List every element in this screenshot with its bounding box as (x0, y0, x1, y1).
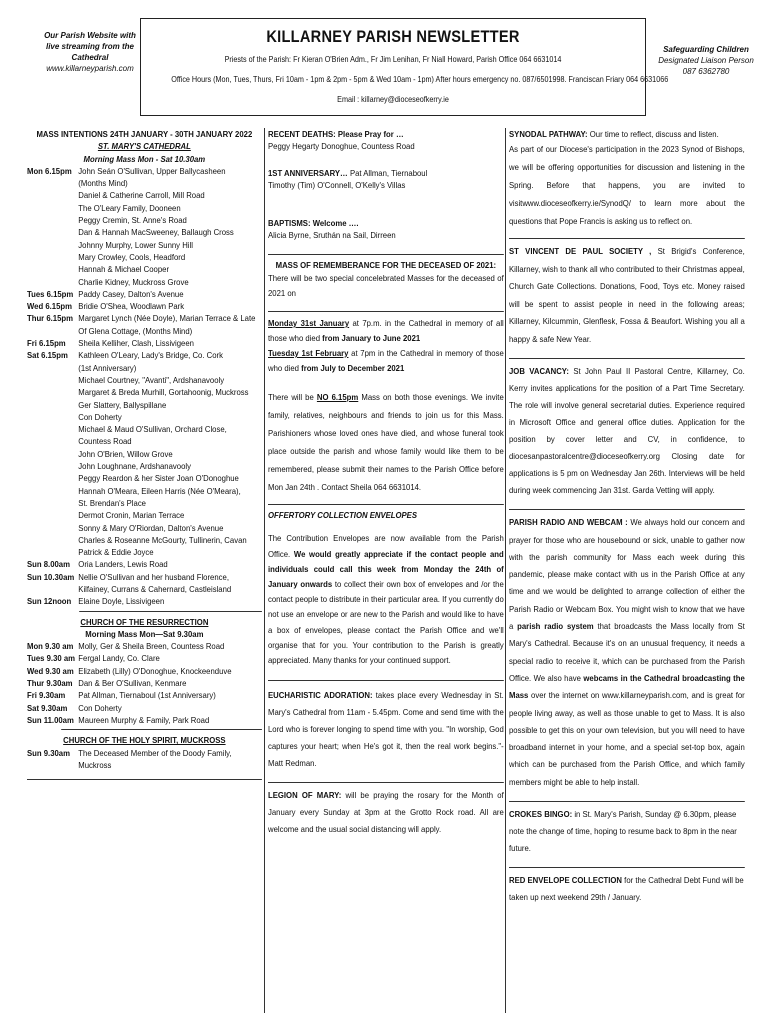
offertory-emphasis: We would greatly appreciate if the contact people and individuals could call this week from Monday the 24th of January onwards (268, 548, 504, 589)
intention-time: Sun 8.00am (27, 559, 70, 570)
notices-column-2 (268, 128, 504, 838)
legion-heading: LEGION OF MARY: (268, 790, 342, 801)
intention-row (27, 448, 262, 460)
intention-time (27, 362, 78, 374)
divider (268, 254, 504, 255)
intention-name: Hannah & Michael Cooper (78, 264, 170, 275)
intention-time (27, 226, 78, 238)
intention-time (27, 435, 78, 447)
intention-name: St. Brendan's Place (78, 497, 146, 508)
priests-line: Priests of the Parish: Fr Kieran O'Brien Adm., Fr Jim Lenihan, Fr Niall Howard, Parish Office 064 6631014 (224, 55, 562, 64)
intention-time (27, 583, 78, 595)
remembrance-text: There will be two special concelebrated Masses for the deceased of 2021 on (268, 273, 504, 299)
intention-row (27, 435, 262, 447)
intention-time (27, 177, 78, 189)
divider (27, 779, 262, 780)
intention-row (27, 202, 262, 214)
intention-time (27, 189, 78, 201)
intention-row (27, 759, 262, 771)
divider (509, 867, 745, 868)
website-line3: Cathedral (71, 53, 109, 62)
intention-time (27, 399, 78, 411)
intention-time (27, 386, 78, 398)
intention-row (27, 485, 262, 497)
intention-row (27, 214, 262, 226)
intention-name: Sonny & Mary O'Riordan, Dalton's Avenue (78, 522, 224, 533)
intention-time: Sun 12noon (27, 596, 72, 607)
intention-name: (Months Mind) (78, 178, 128, 189)
intention-name: Mary Crowley, Cools, Headford (78, 251, 186, 262)
crokes-text: in St. Mary's Parish, Sunday @ 6.30pm, please note the change of time, hoping to resume back to 8pm in the near future. (509, 809, 737, 854)
offertory-text-a: The Contribution Envelopes are now available from the Parish Office. (268, 533, 504, 559)
intention-time (27, 546, 78, 558)
resurrection-intentions-list (27, 640, 262, 726)
intention-time (27, 325, 78, 337)
intention-row (27, 522, 262, 534)
intention-time (27, 485, 78, 497)
intention-row (27, 509, 262, 521)
intention-row (27, 325, 262, 337)
intention-row (27, 177, 262, 189)
resurrection-heading: CHURCH OF THE RESURRECTION (80, 616, 209, 627)
intention-row (27, 497, 262, 509)
intention-name: Muckross (78, 759, 112, 770)
synodal-intro: Our time to reflect, discuss and listen. (587, 129, 719, 139)
intention-row (27, 386, 262, 398)
intention-time (27, 448, 78, 460)
intention-row (27, 288, 262, 300)
intention-row (27, 226, 262, 238)
intention-name: Dan & Ber O'Sullivan, Kenmare (78, 678, 187, 689)
intention-time: Thur 9.30am (27, 678, 73, 689)
email-line: Email : killarney@dioceseofkerry.ie (337, 95, 449, 104)
intention-row (27, 652, 262, 664)
liaison-phone: 087 6362780 (682, 67, 730, 76)
intention-name: Nellie O'Sullivan and her husband Florence, (78, 571, 229, 582)
no-mass-text-a: There will be (268, 392, 317, 403)
intention-name: Paddy Casey, Dalton's Avenue (78, 288, 184, 299)
intention-row (27, 689, 262, 701)
intention-time (27, 759, 78, 771)
red-envelope-heading: RED ENVELOPE COLLECTION (509, 875, 623, 886)
intention-time (27, 497, 78, 509)
divider (268, 311, 504, 312)
intention-row (27, 374, 262, 386)
intention-time: Sun 10.30am (27, 571, 75, 582)
intention-row (27, 714, 262, 726)
adoration-heading: EUCHARISTIC ADORATION: (268, 690, 373, 701)
radio-text-a: We always hold our concern and prayer for those who are housebound or sick, unable to gather now with the parish community for Mass each week during this pandemic, please make contact with us in the Parish Office at any time and we would be delighted to arrange collection of either the Parish Radio or Webcam Box. You might wish to know that we have a (509, 517, 745, 632)
intention-time (27, 239, 78, 251)
intention-time (27, 534, 78, 546)
divider (79, 611, 262, 612)
remembrance-heading: MASS OF REMEMBERANCE FOR THE DECEASED OF 2021: (275, 259, 497, 270)
intention-row (27, 423, 262, 435)
resurrection-morning-mass: Morning Mass Mon—Sat 9.30am (85, 628, 204, 639)
intention-time: Fri 9.30am (27, 690, 66, 701)
intention-time: Wed 6.15pm (27, 301, 72, 312)
notices-column-3 (509, 128, 745, 906)
intention-row (27, 349, 262, 361)
tuesday-mass-period: from July to December 2021 (301, 363, 405, 374)
intention-row (27, 239, 262, 251)
intention-row (27, 558, 262, 570)
cathedral-morning-mass: Morning Mass Mon - Sat 10.30am (83, 153, 206, 164)
intention-name: Patrick & Eddie Joyce (78, 547, 154, 558)
intention-row (27, 546, 262, 558)
cathedral-intentions-list (27, 165, 262, 608)
no-mass-text-b: Mass on both those evenings. We invite family, relatives, neighbours and friends to join us for this Mass. Parishioners whose loved ones have died, and whose funeral took place outside the parish and whose family would like them to be remembered, please submit their names to the Parish Office before Mon Jan 24th . Contact Sheila 064 6631014. (268, 392, 504, 493)
intention-name: Elizabeth (Lilly) O'Donoghue, Knockeenduve (78, 665, 232, 676)
intention-time: Wed 9.30 am (27, 665, 74, 676)
intention-name: Hannah O'Meara, Eileen Harris (Née O'Meara), (78, 485, 241, 496)
intention-name: Elaine Doyle, Lissivigeen (78, 596, 165, 607)
intention-row (27, 276, 262, 288)
intention-name: Johnny Murphy, Lower Sunny Hill (78, 239, 193, 250)
safeguarding-title: Safeguarding Children (663, 45, 749, 54)
column-divider (264, 128, 265, 1013)
radio-text-b: that broadcasts the Mass locally from St Mary's Cathedral. Because it's on an unusual frequency, it needs a special radio to receive it, which can be purchased from the Parish Office. We also have (509, 621, 745, 683)
newsletter-title: KILLARNEY PARISH NEWSLETTER (266, 27, 520, 46)
intention-row (27, 300, 262, 312)
intention-name: Countess Road (78, 436, 132, 447)
intention-name: Margaret Lynch (Née Doyle), Marian Terrace & Late (78, 313, 256, 324)
intention-name: Bridie O'Shea, Woodlawn Park (78, 301, 185, 312)
intention-name: Pat Allman, Tiernaboul (1st Anniversary) (78, 690, 216, 701)
website-url: www.killarneyparish.com (46, 64, 134, 73)
safeguarding-note (646, 44, 766, 77)
intention-time: Tues 9.30 am (27, 653, 76, 664)
intention-time (27, 202, 78, 214)
intention-name: Dermot Cronin, Marian Terrace (78, 510, 185, 521)
intention-time (27, 522, 78, 534)
svp-text: St Brigid's Conference, Killarney, wish to thank all who contributed to their Christmas appeal, Church Gate Collections. Donations, Food, Toys etc. Money raised will be spent to assist people in need in the following areas; Killarney, Kilcummin, Glenflesk, Fossa & Beaufort. Wishing you all a happy & safe New Year. (509, 246, 745, 344)
recent-deaths-heading: RECENT DEATHS: Please Pray for … (268, 129, 404, 139)
intention-name: (1st Anniversary) (78, 362, 137, 373)
adoration-text: takes place every Wednesday in St. Mary's Cathedral from 11am - 5.45pm. Come and send time with the Lord who is forever longing to spend time with you. "In worship, God captures your heart; when He's got it, then the real work begins."- Matt Redman. (268, 690, 504, 769)
column-divider (505, 128, 506, 1013)
radio-heading: PARISH RADIO AND WEBCAM : (509, 517, 628, 528)
website-line1: Our Parish Website with (44, 31, 136, 40)
intention-name: Ger Slattery, Ballyspillane (78, 399, 167, 410)
intention-name: Michael & Maud O'Sullivan, Orchard Close, (78, 424, 227, 435)
job-heading: JOB VACANCY: (509, 366, 569, 377)
intention-row (27, 337, 262, 349)
liaison-label: Designated Liaison Person (658, 56, 754, 65)
baptisms-heading: BAPTISMS: Welcome …. (268, 218, 359, 229)
intention-name: Peggy Cremin, St. Anne's Road (78, 215, 187, 226)
svp-heading: ST VINCENT DE PAUL SOCIETY , (509, 246, 652, 257)
intention-row (27, 362, 262, 374)
intention-name: Charlie Kidney, Muckross Grove (78, 276, 189, 287)
intention-time: Sun 11.00am (27, 714, 74, 725)
intention-name: Of Glena Cottage, (Months Mind) (78, 325, 193, 336)
intention-name: Kilfainey, Currans & Cahernard, Castleisland (78, 583, 232, 594)
monday-mass-date: Monday 31st January (268, 318, 350, 329)
intention-time (27, 276, 78, 288)
anniversary-name-1: Pat Allman, Tiernaboul (349, 167, 428, 178)
intention-name: Kathleen O'Leary, Lady's Bridge, Co. Cork (78, 350, 223, 361)
intention-time (27, 509, 78, 521)
intention-time (27, 251, 78, 263)
intention-time: Sat 6.15pm (27, 350, 68, 361)
intention-name: The Deceased Member of the Doody Family, (78, 747, 232, 758)
divider (268, 782, 504, 783)
divider (509, 509, 745, 510)
intention-name: Molly, Ger & Sheila Breen, Countess Road (78, 641, 225, 652)
intention-name: Sheila Kelliher, Clash, Lissivigeen (78, 338, 194, 349)
offertory-heading: OFFERTORY COLLECTION ENVELOPES (268, 510, 417, 521)
divider (509, 801, 745, 802)
intention-row (27, 312, 262, 324)
mass-intentions-heading: MASS INTENTIONS 24TH JANUARY - 30TH JANUARY 2022 (36, 129, 253, 139)
no-mass-emphasis: NO 6.15pm (316, 392, 359, 403)
intention-row (27, 460, 262, 472)
intention-row (27, 595, 262, 607)
website-line2: live streaming from the (45, 42, 135, 51)
holy-spirit-intentions-list (27, 747, 262, 772)
intention-row (27, 640, 262, 652)
intention-time (27, 411, 78, 423)
intention-name: Maureen Murphy & Family, Park Road (78, 714, 210, 725)
synodal-text: As part of our Diocese's participation in the 2023 Synod of Bishops, we will be offering opportunities for discussion and listening in the Spring. Before that happens, you are invited to visitwww.dioceseofkerry.ie/SynodQ/ to learn more about the questions that Pope Francis is asking us to reflect on. (509, 144, 745, 227)
intention-name: Margaret & Breda Murhill, Gortahoonig, Muckross (78, 387, 249, 398)
intention-row (27, 702, 262, 714)
intention-time (27, 472, 78, 484)
masthead (140, 18, 669, 116)
intention-name: John O'Brien, Willow Grove (78, 448, 173, 459)
intention-row (27, 165, 262, 177)
intention-time: Fri 6.15pm (27, 338, 66, 349)
divider (268, 504, 504, 505)
website-note (30, 30, 150, 74)
intention-name: Peggy Reardon & her Sister Joan O'Donoghue (78, 473, 239, 484)
intention-row (27, 665, 262, 677)
intention-row (27, 472, 262, 484)
intention-row (27, 583, 262, 595)
intention-name: Daniel & Catherine Carroll, Mill Road (78, 190, 205, 201)
recent-deaths-text: Peggy Hegarty Donoghue, Countess Road (268, 141, 415, 152)
intention-name: Fergal Landy, Co. Clare (78, 653, 160, 664)
intention-name: Oria Landers, Lewis Road (78, 559, 168, 570)
radio-system-emphasis: parish radio system (517, 621, 594, 632)
intention-name: Con Doherty (78, 702, 122, 713)
intention-time (27, 263, 78, 275)
intention-row (27, 263, 262, 275)
divider (509, 238, 745, 239)
intention-row (27, 189, 262, 201)
intention-time (27, 214, 78, 226)
intention-time (27, 423, 78, 435)
monday-mass-period: from January to June 2021 (322, 333, 421, 344)
legion-text: will be praying the rosary for the Month of January every Sunday at 3pm at the Grotto Rock road. All are welcome and the usual social distancing will apply. (268, 790, 504, 835)
intention-name: John Loughnane, Ardshanavooly (78, 461, 191, 472)
synodal-heading: SYNODAL PATHWAY: (509, 129, 588, 139)
intention-time: Tues 6.15pm (27, 288, 74, 299)
monday-mass-text: at 7p.m. in the Cathedral in memory of all those who died (268, 318, 504, 344)
holy-spirit-heading: CHURCH OF THE HOLY SPIRIT, MUCKROSS (63, 735, 226, 746)
office-hours-line: Office Hours (Mon, Tues, Thurs, Fri 10am - 1pm & 2pm - 5pm & Wed 10am - 1pm) After hours emergency no. 087/6501998. Franciscan Friary 064 6631066 (171, 75, 669, 84)
intention-time: Mon 9.30 am (27, 641, 74, 652)
mass-intentions-column (27, 128, 262, 784)
intention-name: Dan & Hannah MacSweeney, Ballaugh Cross (78, 227, 234, 238)
intention-time (27, 374, 78, 386)
intention-name: Michael Courtney, "Avanti", Ardshanavooly (78, 374, 225, 385)
crokes-heading: CROKES BINGO: (509, 809, 573, 820)
divider (61, 729, 262, 730)
intention-name: Con Doherty (78, 411, 122, 422)
divider (509, 358, 745, 359)
anniversary-name-2: Timothy (Tim) O'Connell, O'Kelly's Villas (268, 179, 406, 190)
offertory-text-b: to collect their own box of envelopes and /or the contact people to distribute in their particular area. If you currently do not use an envelope or are new to the Parish and would like to have a box of envelopes, please contact the Parish Office and we'll organise that for you. Your contribution to the Parish is greatly appreciated. Many thanks for your continued support. (268, 578, 504, 665)
baptisms-text: Alicia Byrne, Sruthán na Sail, Dirreen (268, 230, 396, 241)
tuesday-mass-text: at 7pm in the Cathedral in memory of those who died (268, 348, 504, 374)
intention-row (27, 251, 262, 263)
intention-row (27, 411, 262, 423)
intention-time (27, 460, 78, 472)
intention-row (27, 399, 262, 411)
radio-text-c: over the internet on www.killarneyparish.com, and is great for people living away, as well as those unable to get to Mass. It is also possible to get this on your own television, but you will need to have broadband internet in your home, and a special set-top box, again which can be purchased from the Parish Office, and which family members might be able to help install. (509, 690, 745, 787)
intention-row (27, 747, 262, 759)
intention-name: Charles & Roseanne McGourty, Tullinerin, Cavan (78, 534, 247, 545)
intention-time: Thur 6.15pm (27, 313, 73, 324)
intention-time: Sat 9.30am (27, 702, 68, 713)
job-text: St John Paul II Pastoral Centre, Killarney, Co. Kerry invites applications for the position of a Part Time Secretary. The role will involve general secretarial duties. Experience required in Microsoft Office and general office duties. Application for the position by cover letter and CV, in confidence, to diocesanpastoralcentre@dioceseofkerry.org Closing date for applications is 5 pm on Wednesday Jan 26th. Interviews will be held during week commencing Jan 31st. Garda Vetting will apply. (509, 366, 745, 496)
intention-name: The O'Leary Family, Dooneen (78, 202, 181, 213)
intention-row (27, 534, 262, 546)
intention-row (27, 677, 262, 689)
intention-time: Sun 9.30am (27, 747, 70, 758)
webcam-emphasis: webcams in the Cathedral broadcasting the Mass (509, 672, 745, 701)
cathedral-heading: ST. MARY'S CATHEDRAL (97, 141, 191, 152)
intention-row (27, 571, 262, 583)
anniversary-heading: 1ST ANNIVERSARY… (268, 167, 348, 178)
intention-name: John Seán O'Sullivan, Upper Ballycasheen (78, 165, 226, 176)
red-envelope-text: for the Cathedral Debt Fund will be taken up next weekend 29th / January. (509, 875, 744, 903)
divider (268, 680, 504, 681)
intention-time: Mon 6.15pm (27, 165, 72, 176)
tuesday-mass-date: Tuesday 1st February (268, 348, 349, 359)
